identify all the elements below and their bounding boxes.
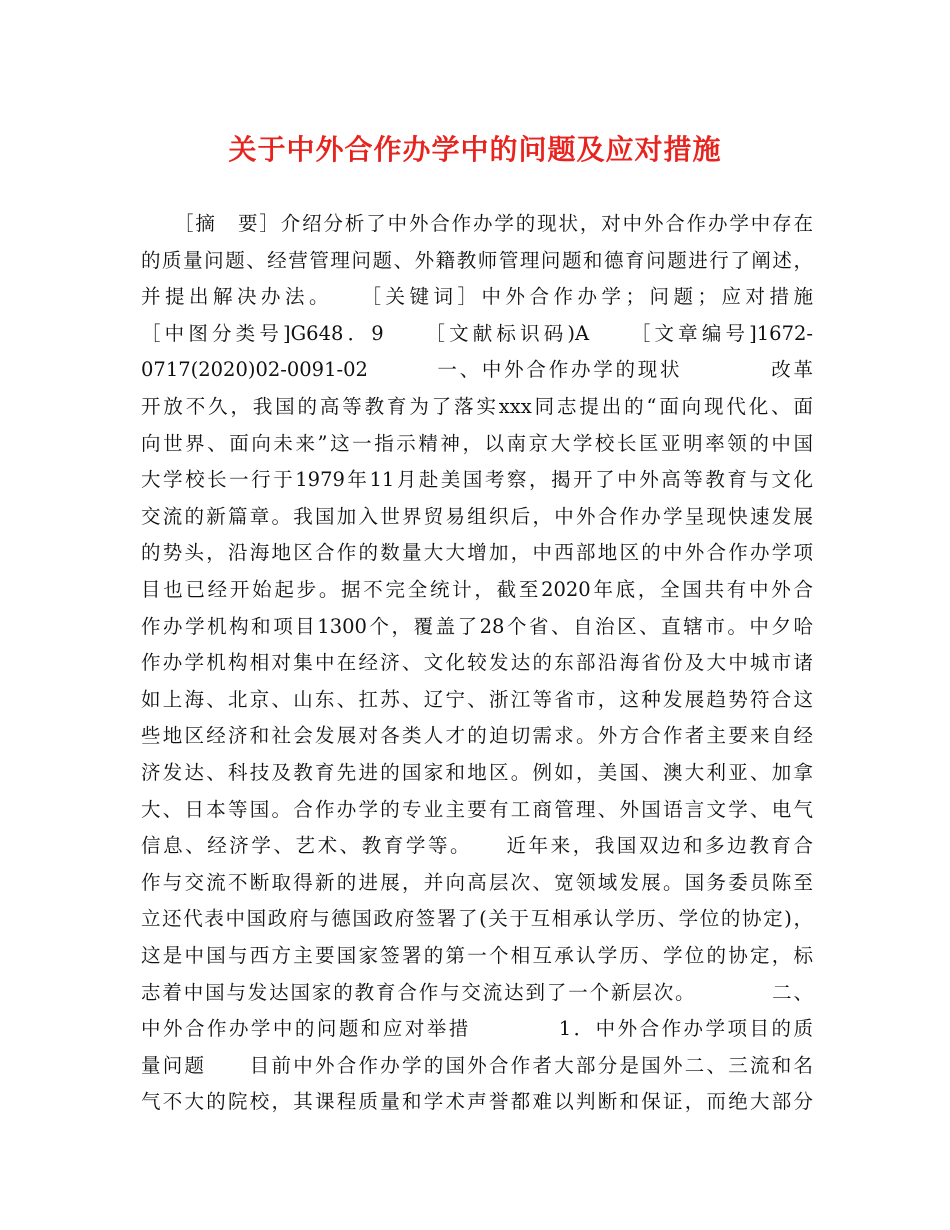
body-text-line: 大、日本等国。合作办学的专业主要有工商管理、外国语言文学、电气 — [141, 797, 813, 821]
body-text-line: 量问题 目前中外合作办学的国外合作者大部分是国外二、三流和名 — [141, 1053, 813, 1077]
document-title: 关于中外合作办学中的问题及应对措施 — [228, 133, 722, 166]
body-text-line: 信息、经济学、艺术、教育学等。 近年来，我国双边和多边教育合 — [141, 834, 813, 858]
body-text-line: ［摘 要］介绍分析了中外合作办学的现状，对中外合作办学中存在 — [141, 212, 813, 235]
body-text-line: 作办学机构和项目1300个，覆盖了28个省、自治区、直辖市。中夕哈 — [141, 614, 813, 638]
body-text-line: 立还代表中国政府与德国政府签署了(关于互相承认学历、学位的协定)， — [141, 907, 813, 931]
body-text-line: 大学校长一行于1979年11月赴美国考察，揭开了中外高等教育与文化 — [141, 468, 813, 492]
body-text-line: 中外合作办学中的问题和应对举措 1．中外合作办学项目的质 — [141, 1017, 813, 1041]
body-text-line: 作办学机构相对集中在经济、文化较发达的东部沿海省份及大中城市诸 — [141, 651, 813, 675]
body-text-line: 开放不久，我国的高等教育为了落实xxx同志提出的“面向现代化、面 — [141, 395, 813, 418]
body-text-line: 0717(2020)02-0091-02 一、中外合作办学的现状 改革 — [141, 358, 813, 382]
body-text-line: 并提出解决办法。 ［关键词］中外合作办学；问题；应对措施 — [141, 285, 813, 309]
body-text-line: 这是中国与西方主要国家签署的第一个相互承认学历、学位的协定，标 — [141, 944, 813, 967]
body-text-line: 向世界、面向未来”这一指示精神，以南京大学校长匡亚明率领的中国 — [141, 431, 813, 455]
body-text-line: 作与交流不断取得新的进展，并向高层次、宽领域发展。国务委员陈至 — [141, 870, 813, 894]
body-text-line: 如上海、北京、山东、扛苏、辽宁、浙江等省市，这种发展趋势符合这 — [141, 687, 813, 711]
body-text-line: 的质量问题、经营管理问题、外籍教师管理问题和德育问题进行了阐述， — [141, 248, 813, 272]
body-text-line: 目也已经开始起步。据不完全统计，截至2020年底，全国共有中外合 — [141, 578, 813, 601]
body-text-line: 交流的新篇章。我国加入世界贸易组织后，中外合作办学呈现快速发展 — [141, 504, 813, 528]
body-text-line: 的势头，沿海地区合作的数量大大增加，中西部地区的中外合作办学项 — [141, 541, 813, 565]
body-text-line: 济发达、科技及教育先进的国家和地区。例如，美国、澳大利亚、加拿 — [141, 761, 813, 784]
body-text-line: 志着中国与发达国家的教育合作与交流达到了一个新层次。 二、 — [141, 980, 813, 1004]
body-text-line: 些地区经济和社会发展对各类人才的迫切需求。外方合作者主要来自经 — [141, 724, 813, 748]
body-text-line: ［中图分类号]G648．9 ［文献标识码)A ［文章编号]1672- — [141, 321, 813, 345]
body-text-line: 气不大的院校，其课程质量和学术声誉都难以判断和保证，而绝大部分 — [141, 1090, 813, 1114]
